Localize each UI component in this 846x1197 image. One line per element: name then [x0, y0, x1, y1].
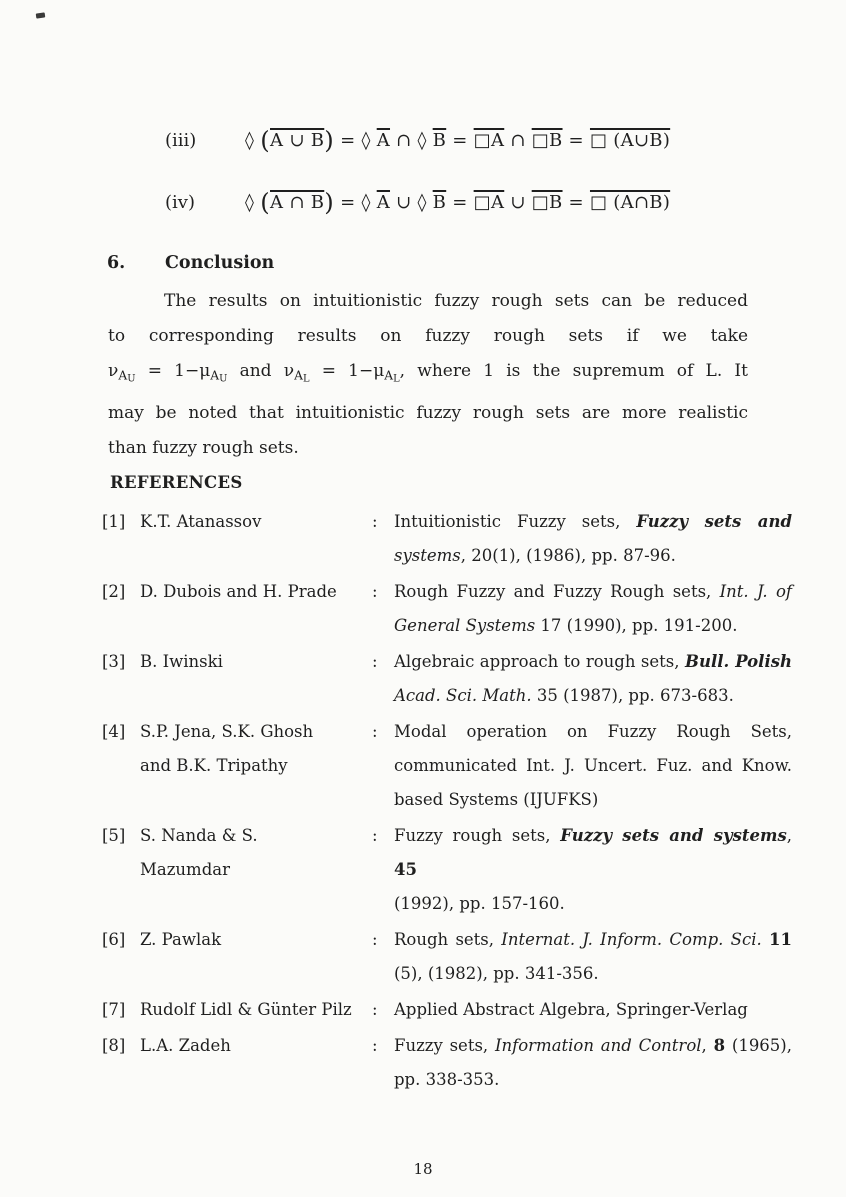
- reference-number: [2]: [102, 582, 126, 602]
- reference-colon: :: [372, 722, 378, 742]
- references-list: [102, 505, 792, 1097]
- paragraph-line: The results on intuitionistic fuzzy rough sets can be reduced: [164, 291, 748, 311]
- reference-item-2: [102, 575, 792, 643]
- formula-iv-body: ◊ (A ∩ B) = ◊ $\overline{A}$ ∪ ◊ $\overline{B}$ = □A ∪ □B = □ (A∩B): [245, 187, 671, 217]
- reference-number: [8]: [102, 1036, 126, 1056]
- reference-text: Intuitionistic Fuzzy sets, Fuzzy sets and systems, 20(1), (1986), pp. 87-96.: [394, 512, 792, 566]
- formula-block: [0, 0, 846, 218]
- reference-number: [7]: [102, 1000, 126, 1020]
- reference-item-8: [102, 1029, 792, 1097]
- reference-text: Modal operation on Fuzzy Rough Sets, communicated Int. J. Uncert. Fuz. and Know. based Systems (IJUFKS): [394, 722, 792, 810]
- conclusion-paragraph: [108, 284, 748, 466]
- formula-iii: [165, 126, 846, 156]
- reference-item-7: [102, 993, 792, 1027]
- reference-text: Fuzzy sets, Information and Control, 8 (1965), pp. 338-353.: [394, 1036, 792, 1090]
- reference-number: [1]: [102, 512, 126, 532]
- reference-colon: :: [372, 1000, 378, 1020]
- formula-iii-body: ◊ (A ∪ B) = ◊ $\overline{A}$ ∩ ◊ $\overline{B}$ = □A ∩ □B = □ (A∪B): [245, 125, 671, 155]
- conclusion-heading: [107, 250, 846, 276]
- reference-number: [4]: [102, 722, 126, 742]
- references-heading: REFERENCES: [110, 473, 243, 493]
- reference-item-6: [102, 923, 792, 991]
- reference-item-5: [102, 819, 792, 921]
- section-number: 6.: [107, 253, 126, 273]
- reference-author: Rudolf Lidl & Günter Pilz: [140, 1000, 352, 1020]
- reference-colon: :: [372, 1036, 378, 1056]
- reference-number: [6]: [102, 930, 126, 950]
- reference-colon: :: [372, 930, 378, 950]
- reference-text: Algebraic approach to rough sets, Bull. Polish Acad. Sci. Math. 35 (1987), pp. 673-683.: [394, 652, 792, 706]
- paragraph-line: to corresponding results on fuzzy rough sets if we take: [108, 326, 748, 346]
- formula-iv: [165, 188, 846, 218]
- reference-item-3: [102, 645, 792, 713]
- reference-author: S.P. Jena, S.K. Ghosh and B.K. Tripathy: [140, 722, 314, 776]
- paragraph-line: $\nu_{AU} = 1-\mu_{AU}$ and $\nu_{AL} = 1-\mu_{AL}$, where 1 is the supremum of L. It: [108, 361, 748, 385]
- reference-item-1: [102, 505, 792, 573]
- reference-number: [3]: [102, 652, 126, 672]
- formula-iv-label: (iv): [165, 192, 195, 213]
- reference-colon: :: [372, 512, 378, 532]
- page-footer: [0, 1159, 846, 1179]
- paragraph-line: may be noted that intuitionistic fuzzy rough sets are more realistic: [108, 403, 748, 424]
- reference-author: B. Iwinski: [140, 652, 223, 672]
- reference-number: [5]: [102, 826, 126, 846]
- reference-author: D. Dubois and H. Prade: [140, 582, 337, 602]
- reference-colon: :: [372, 582, 378, 602]
- formula-iii-label: (iii): [165, 130, 197, 151]
- reference-text: Rough Fuzzy and Fuzzy Rough sets, Int. J. of General Systems 17 (1990), pp. 191-200.: [394, 582, 792, 636]
- page-number: 18: [413, 1160, 433, 1179]
- paragraph-line: than fuzzy rough sets.: [108, 438, 299, 459]
- reference-colon: :: [372, 652, 378, 672]
- reference-text: Applied Abstract Algebra, Springer-Verlag: [394, 1000, 748, 1020]
- reference-author: L.A. Zadeh: [140, 1036, 231, 1056]
- reference-colon: :: [372, 826, 378, 846]
- reference-text: Rough sets, Internat. J. Inform. Comp. Sci. 11 (5), (1982), pp. 341-356.: [394, 930, 793, 984]
- reference-author: K.T. Atanassov: [140, 512, 262, 532]
- reference-item-4: [102, 715, 792, 817]
- section-title: Conclusion: [165, 253, 275, 273]
- reference-author: Z. Pawlak: [140, 930, 222, 950]
- reference-text: Fuzzy rough sets, Fuzzy sets and systems, 45 (1992), pp. 157-160.: [394, 826, 793, 914]
- reference-author: S. Nanda & S. Mazumdar: [140, 826, 258, 880]
